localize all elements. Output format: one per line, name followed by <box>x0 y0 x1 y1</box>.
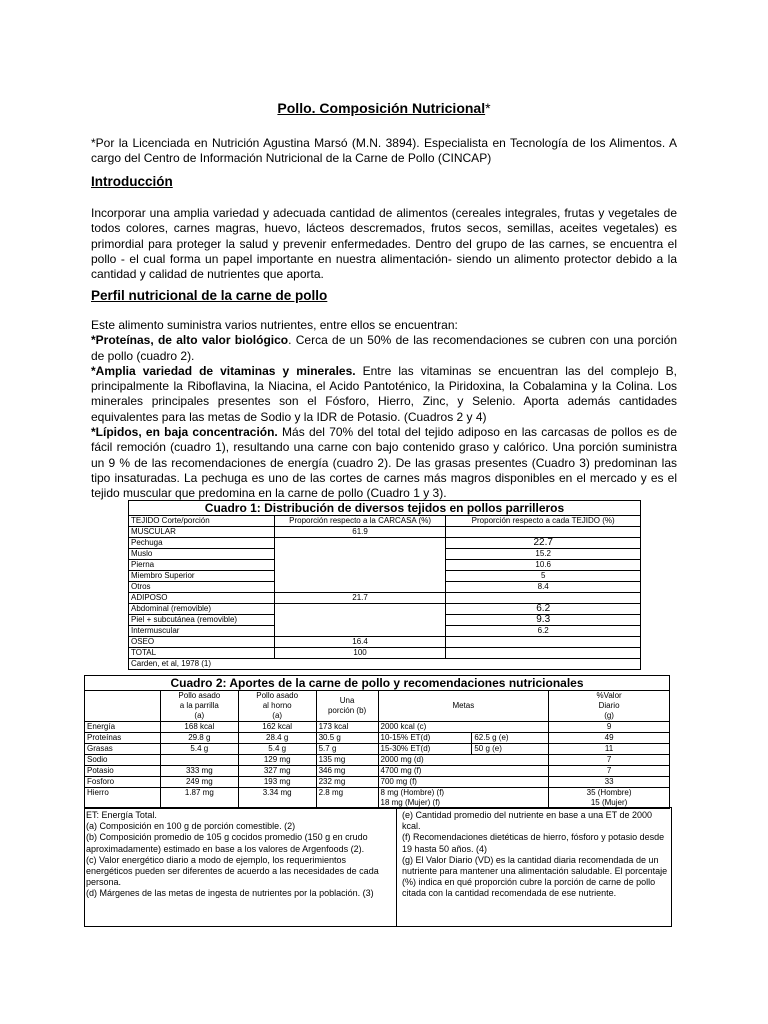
intro-heading: Introducción <box>91 174 173 189</box>
intro-paragraph: Incorporar una amplia variedad y adecuada cantidad de alimentos (cereales integrales, frutas y vegetales de todos colores, carnes magras, huevo, lácteos descremados, frutos secos, semillas, aceites vegetales) es primordial para proteger la salud y prevenir enfermedades. Dentro del grupo de las carnes, se encuentra el pollo - el cual forma un papel importante en nuestra alimentación- siendo un alimento protector debido a la cantidad y calidad de nutrientes que aporta. <box>91 206 677 282</box>
cuadro1-carcasa-value: 100 <box>274 648 446 659</box>
cuadro1-tejido-value: 6.2 <box>446 626 641 637</box>
cuadro2-header-vd: %Valor Diario (g) <box>549 691 670 722</box>
vitaminas-label: *Amplia variedad de vitaminas y minerales. <box>91 363 356 378</box>
footnote: (f) Recomendaciones dietéticas de hierro, fósforo y potasio desde 19 hasta 50 años. (4) <box>402 832 665 854</box>
cuadro1-source: Carden, et al, 1978 (1) <box>129 659 641 670</box>
cuadro2-row: Energía 168 kcal 162 kcal 173 kcal 2000 kcal (c) 9 <box>85 722 670 733</box>
footnote: (g) El Valor Diario (VD) es la cantidad diaria recomendada de un nutriente para mantener una alimentación saludable. El porcentaje (%) indica en qué proporción cubre la porción de carne de pollo citada con la cantidad recomendada de ese nutriente. <box>402 854 668 899</box>
cuadro1-tejido-value: 6.2 <box>446 604 641 615</box>
cuadro1-carcasa-value: 16.4 <box>274 637 446 648</box>
cuadro1-header: Proporción respecto a la CARCASA (%) <box>274 516 446 527</box>
cuadro2-header-parrilla: Pollo asado a la parrilla (a) <box>160 691 238 722</box>
cuadro1-row-label: Otros <box>129 582 275 593</box>
cuadro2-header-porcion: Una porción (b) <box>316 691 378 722</box>
cuadro2-header-horno: Pollo asado al horno (a) <box>238 691 316 722</box>
cuadro1-tejido-value: 5 <box>446 571 641 582</box>
cuadro1-header: Proporción respecto a cada TEJIDO (%) <box>446 516 641 527</box>
footnotes-left <box>85 810 392 900</box>
footnote: (c) Valor energético diario a modo de ejemplo, los requerimientos energéticos pueden ser diferentes de acuerdo a las necesidades de cada persona. <box>86 854 379 888</box>
cuadro1-caption: Cuadro 1: Distribución de diversos tejidos en pollos parrilleros <box>129 501 641 516</box>
cuadro1-header: TEJIDO Corte/porción <box>129 516 275 527</box>
cuadro1-row-label: Intermuscular <box>129 626 275 637</box>
document-title <box>0 100 768 116</box>
cuadro2-row: Grasas 5.4 g 5.4 g 5.7 g 15-30% ET(d) 50 g (e) 11 <box>85 744 670 755</box>
cuadro2-row: Fosforo 249 mg 193 mg 232 mg 700 mg (f) 33 <box>85 777 670 788</box>
perfil-lead: Este alimento suministra varios nutrientes, entre ellos se encuentran: <box>91 318 458 332</box>
proteinas-text: . Cerca de un 50% de las recomendaciones se cubren con una porción de pollo (cuadro 2). <box>91 333 677 363</box>
cuadro1-row-label: Piel + subcutánea (removible) <box>129 615 275 626</box>
cuadro2-table <box>84 675 670 809</box>
cuadro1-group-label: TOTAL <box>129 648 275 659</box>
cuadro2-caption: Cuadro 2: Aportes de la carne de pollo y recomendaciones nutricionales <box>85 676 670 691</box>
footnote: (d) Márgenes de las metas de ingesta de nutrientes por la población. (3) <box>86 888 374 899</box>
cuadro1-tejido-value: 10.6 <box>446 560 641 571</box>
title-text: Pollo. Composición Nutricional <box>277 100 486 116</box>
cuadro1-group-label: MUSCULAR <box>129 527 275 538</box>
proteinas-label: *Proteínas, de alto valor biológico <box>91 333 289 348</box>
perfil-heading: Perfil nutricional de la carne de pollo <box>91 288 328 303</box>
perfil-proteinas <box>91 333 677 364</box>
footnote: (e) Cantidad promedio del nutriente en base a una ET de 2000 kcal. <box>402 810 653 832</box>
cuadro2-row: Proteínas 29.8 g 28.4 g 30.5 g 10-15% ET(d) 62.5 g (e) 49 <box>85 733 670 744</box>
cuadro1-group-label: ADIPOSO <box>129 593 275 604</box>
cuadro1-tejido-value: 15.2 <box>446 549 641 560</box>
author-note: *Por la Licenciada en Nutrición Agustina Marsó (M.N. 3894). Especialista en Tecnología de los Alimentos. A cargo del Centro de Información Nutricional de la Carne de Pollo (CINCAP) <box>91 136 677 166</box>
footnotes-box <box>84 807 672 927</box>
lipidos-text: Más del 70% del total del tejido adiposo en las carcasas de pollos es de fácil remoción (cuadro 1), resultando una carne con bajo contenido graso y calórico. Una porción suministra un 9 % de las recomendaciones de energía (cuadro 2). De las grasas presentes (Cuadro 3) predominan las tipo insaturadas. La pechuga es uno de las cortes de carnes más magros disponibles en el mercado y es el tejido muscular que predomina en la carne de pollo (Cuadro 1 y 3). <box>91 425 677 501</box>
cuadro1-group-label: OSEO <box>129 637 275 648</box>
cuadro1-row-label: Pechuga <box>129 538 275 549</box>
lipidos-label: *Lípidos, en baja concentración. <box>91 425 278 440</box>
title-asterisk: * <box>485 100 491 116</box>
cuadro1-tejido-value: 8.4 <box>446 582 641 593</box>
perfil-vitaminas <box>91 364 677 425</box>
cuadro1-row-label: Miembro Superior <box>129 571 275 582</box>
footnote: (b) Composición promedio de 105 g cocidos promedio (150 g en crudo aproximadamente) estimado en base a los valores de Argenfoods (2). <box>86 832 368 854</box>
cuadro1-row-label: Muslo <box>129 549 275 560</box>
cuadro1-carcasa-value: 21.7 <box>274 593 446 604</box>
footnote: ET: Energía Total. <box>86 810 157 820</box>
cuadro2-row: Sodio 129 mg 135 mg 2000 mg (d) 7 <box>85 755 670 766</box>
cuadro1-tejido-value: 22.7 <box>446 538 641 549</box>
perfil-lipidos <box>91 425 677 501</box>
cuadro2-header-metas: Metas <box>378 691 549 722</box>
vitaminas-text: Entre las vitaminas se encuentran las del complejo B, principalmente la Riboflavina, la Niacina, el Acido Pantoténico, la Piridoxina, la Cobalamina y la Colina. Los minerales principales presentes son el Fósforo, Hierro, Zinc, y Selenio. Aporta además cantidades equivalentes para las metas de Sodio y la IDR de Potasio. (Cuadros 2 y 4) <box>91 363 677 424</box>
cuadro1-row-label: Abdominal (removible) <box>129 604 275 615</box>
cuadro1-table <box>128 500 641 670</box>
cuadro1-row-label: Pierna <box>129 560 275 571</box>
cuadro2-row-hierro: Hierro 1.87 mg 3.34 mg 2.8 mg 8 mg (Hombre) (f) 18 mg (Mujer) (f) 35 (Hombre) 15 (Mujer) <box>85 788 670 809</box>
cuadro2-row: Potasio 333 mg 327 mg 346 mg 4700 mg (f) 7 <box>85 766 670 777</box>
cuadro1-carcasa-value: 61.9 <box>274 527 446 538</box>
footnotes-divider <box>396 808 397 926</box>
cuadro1-tejido-value: 9.3 <box>446 615 641 626</box>
footnote: (a) Composición en 100 g de porción comestible. (2) <box>86 821 296 832</box>
footnotes-right <box>402 810 668 900</box>
perfil-body <box>91 318 677 502</box>
